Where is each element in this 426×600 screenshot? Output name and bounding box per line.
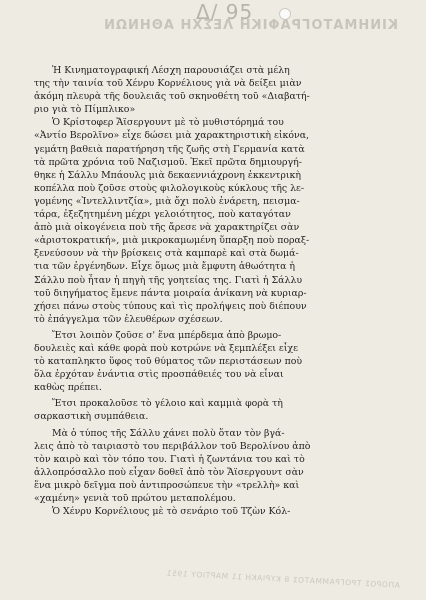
text-line: δουλειὲς καὶ κάθε φορὰ ποὺ κοτρώνε νὰ ξεμπλέξει εἶχε bbox=[34, 342, 298, 354]
handwritten-mark: Δ/ 95 bbox=[196, 0, 254, 24]
text-line: «ἀριστοκρατική», μιὰ μικροκαμωμένη ὕπαρξη ποὺ ποραξ- bbox=[34, 235, 310, 247]
text-line: «Ἀντίο Βερολῖνο» εἶχε δώσει μιὰ χαρακτηριστικὴ εἰκόνα, bbox=[34, 130, 310, 142]
text-line: ξενεύσουν νὰ τὴν βρίσκεις στὰ καμπαρὲ καὶ στὰ δωμά- bbox=[34, 248, 299, 260]
text-line: Μὰ ὁ τύπος τῆς Σάλλυ χάνει πολὺ ὅταν τὸν βγά- bbox=[52, 427, 285, 439]
text-line: Ὁ Κρίστοφερ Ἄϊσεργουντ μὲ τὸ μυθιστόρημά του bbox=[52, 117, 284, 129]
text-line: ἀκόμη πλευρὰ τῆς δουλειᾶς τοῦ σκηνοθέτη τοῦ «Διαβατή- bbox=[34, 91, 310, 103]
text-line: τὰ πρῶτα χρόνια τοῦ Ναζισμοῦ. Ἐκεῖ πρῶτα δημιουργή- bbox=[34, 156, 302, 168]
mirrored-header: ΚΙΝΗΜΑΤΟΓΡΑΦΙΚΗ ΛΕΣΧΗ ΑΘΗΝΩΝ bbox=[103, 18, 398, 33]
text-line: τὸ ἐπάγγελμα τῶν ἐλευθέρων σχέσεων. bbox=[34, 313, 223, 325]
text-line: θηκε ἡ Σάλλυ Μπάουλς μιὰ δεκαεννιάχρονη ἐκκεντρικὴ bbox=[34, 169, 302, 181]
body-text bbox=[34, 64, 398, 518]
text-line: Ἡ Κινηματογραφική Λέσχη παρουσιάζει στὰ μέλη bbox=[52, 65, 290, 76]
text-line: τάρα, ἐξεζητημένη μέχρι γελοιότητος, ποὺ καταγόταν bbox=[34, 209, 291, 221]
text-line: ριο γιὰ τὸ Πίμπλικο» bbox=[34, 104, 136, 116]
text-line: ὅλα ἐρχόταν ἐνάντια στὶς προσπάθειές του νὰ εἶναι bbox=[34, 369, 284, 381]
text-line: ἕνα μικρὸ δεῖγμα ποὺ ἀντιπροσώπευε τὴν «τρελλὴ» καὶ bbox=[34, 479, 300, 491]
text-line: τοῦ διηγήματος ἔμενε πάντα μοιραία ἀνίκανη νὰ κυριαρ- bbox=[34, 287, 307, 299]
text-line: τὸν καιρὸ καὶ τὸν τόπο του. Γιατὶ ἡ ζωντάνια του καὶ τὸ bbox=[34, 453, 305, 465]
text-line: σαρκαστικὴ συμπάθεια. bbox=[34, 411, 149, 423]
text-line: τια τῶν ἐργένηδων. Εἶχε ὅμως μιὰ ἔμφυτη ἀθωότητα ἡ bbox=[34, 261, 296, 273]
text-line: ἀπὸ μιὰ οἰκογένεια ποὺ τῆς ἄρεσε νὰ χαρακτηρίζει σὰν bbox=[34, 222, 300, 234]
text-line: Ἔτσι λοιπὸν ζοῦσε σ' ἕνα μπέρδεμα ἀπὸ βρωμο- bbox=[52, 329, 282, 341]
text-line: «χαμένη» γενιὰ τοῦ πρώτου μεταπολέμου. bbox=[34, 493, 236, 504]
text-line: γομένης «Ἰντελλιντζία», μιὰ ὄχι πολὺ ἐνάρετη, πεισμα- bbox=[34, 195, 300, 207]
text-line: της τὴν ταινία τοῦ Χένρυ Κορνέλιους γιὰ νὰ δείξει μιὰν bbox=[34, 78, 302, 90]
text-line: Ἔτσι προκαλοῦσε τὸ γέλοιο καὶ καμμιὰ φορὰ τὴ bbox=[52, 398, 283, 410]
text-line: λεις ἀπὸ τὸ ταιριαστὸ του περιβάλλον τοῦ Βερολίνου ἀπὸ bbox=[34, 440, 311, 452]
text-line: κοπέλλα ποὺ ζοῦσε στοὺς φιλολογικοὺς κύκλους τῆς λε- bbox=[34, 182, 305, 194]
mirrored-footer: ΑΠΟΡΟΣ ΤΡΟΓΡΑΜΜΑΤΟΣ 8 ΚΥΡΙΑΚΗ 11 ΜΑΡΤΙΟΥ 1951 bbox=[165, 568, 401, 590]
text-line: Ὁ Χένρυ Κορνέλιους μὲ τὸ σενάριο τοῦ Τζὼν Κόλ- bbox=[52, 506, 291, 518]
text-line: γεμάτη βαθειὰ παρατήρηση τῆς ζωῆς στὴ Γερμανία κατὰ bbox=[34, 143, 305, 155]
text-line: χήσει πάνω στοὺς τύπους καὶ τὶς προλήψεις ποὺ διέπουν bbox=[34, 300, 307, 312]
text-line: καθὼς πρέπει. bbox=[34, 382, 102, 394]
text-line: ἀλλοπρόσαλλο ποὺ εἶχαν δοθεῖ ἀπὸ τὸν Ἄϊσεργουντ σὰν bbox=[34, 466, 304, 478]
text-line: Σάλλυ ποὺ ἦταν ἡ πηγὴ τῆς γοητείας της. Γιατὶ ἡ Σάλλυ bbox=[34, 274, 303, 286]
text-line: τὸ καταπληκτο ὕφος τοῦ θύματος τῶν περιστάσεων ποὺ bbox=[34, 356, 303, 368]
